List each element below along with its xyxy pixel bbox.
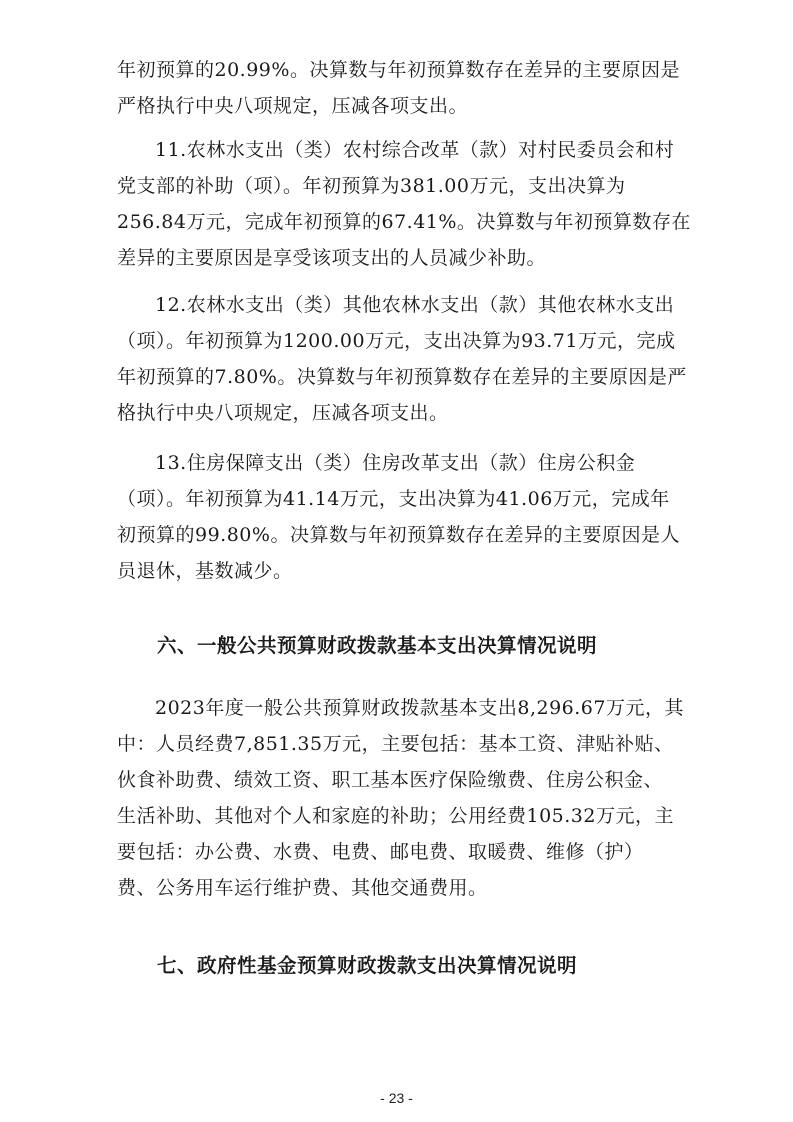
text-line: 年初预算的20.99%。决算数与年初预算数存在差异的主要原因是 [117, 59, 680, 81]
paragraph-item-12 [117, 287, 685, 431]
text-line: 11.农林水支出（类）农村综合改革（款）对村民委员会和村 [155, 139, 675, 161]
paragraph-basic-expenditure [117, 690, 685, 906]
text-line: 生活补助、其他对个人和家庭的补助；公用经费105.32万元，主 [117, 805, 674, 827]
text-line: （项）。年初预算为41.14万元，支出决算为41.06万元，完成年 [117, 488, 670, 510]
text-line: 格执行中央八项规定，压减各项支出。 [117, 402, 449, 424]
text-line: 256.84万元，完成年初预算的67.41%。决算数与年初预算数存在 [117, 211, 691, 233]
text-line: 员退休，基数减少。 [117, 560, 293, 582]
text-line: 12.农林水支出（类）其他农林水支出（款）其他农林水支出 [155, 294, 675, 316]
page-number: - 23 - [380, 1090, 413, 1106]
paragraph-item-13 [117, 445, 685, 589]
text-line: 2023年度一般公共预算财政拨款基本支出8,296.67万元，其 [155, 697, 684, 719]
text-line: 中：人员经费7,851.35万元，主要包括：基本工资、津贴补贴、 [117, 733, 674, 755]
paragraph-item-11 [117, 132, 691, 276]
text-line: （项）。年初预算为1200.00万元，支出决算为93.71万元，完成 [117, 330, 676, 352]
section-heading-7: 七、政府性基金预算财政拨款支出决算情况说明 [157, 954, 578, 977]
text-line: 要包括：办公费、水费、电费、邮电费、取暖费、维修（护） [117, 841, 644, 863]
text-line: 伙食补助费、绩效工资、职工基本医疗保险缴费、住房公积金、 [117, 769, 664, 791]
text-line: 差异的主要原因是享受该项支出的人员减少补助。 [117, 247, 547, 269]
text-line: 初预算的99.80%。决算数与年初预算数存在差异的主要原因是人 [117, 524, 680, 546]
paragraph-continued [117, 52, 685, 124]
text-line: 严格执行中央八项规定，压减各项支出。 [117, 95, 469, 117]
text-line: 费、公务用车运行维护费、其他交通费用。 [117, 877, 488, 899]
text-line: 年初预算的7.80%。决算数与年初预算数存在差异的主要原因是严 [117, 366, 687, 388]
section-heading-6: 六、一般公共预算财政拨款基本支出决算情况说明 [157, 634, 598, 657]
text-line: 13.住房保障支出（类）住房改革支出（款）住房公积金 [155, 452, 636, 474]
text-line: 党支部的补助（项）。年初预算为381.00万元，支出决算为 [117, 175, 626, 197]
